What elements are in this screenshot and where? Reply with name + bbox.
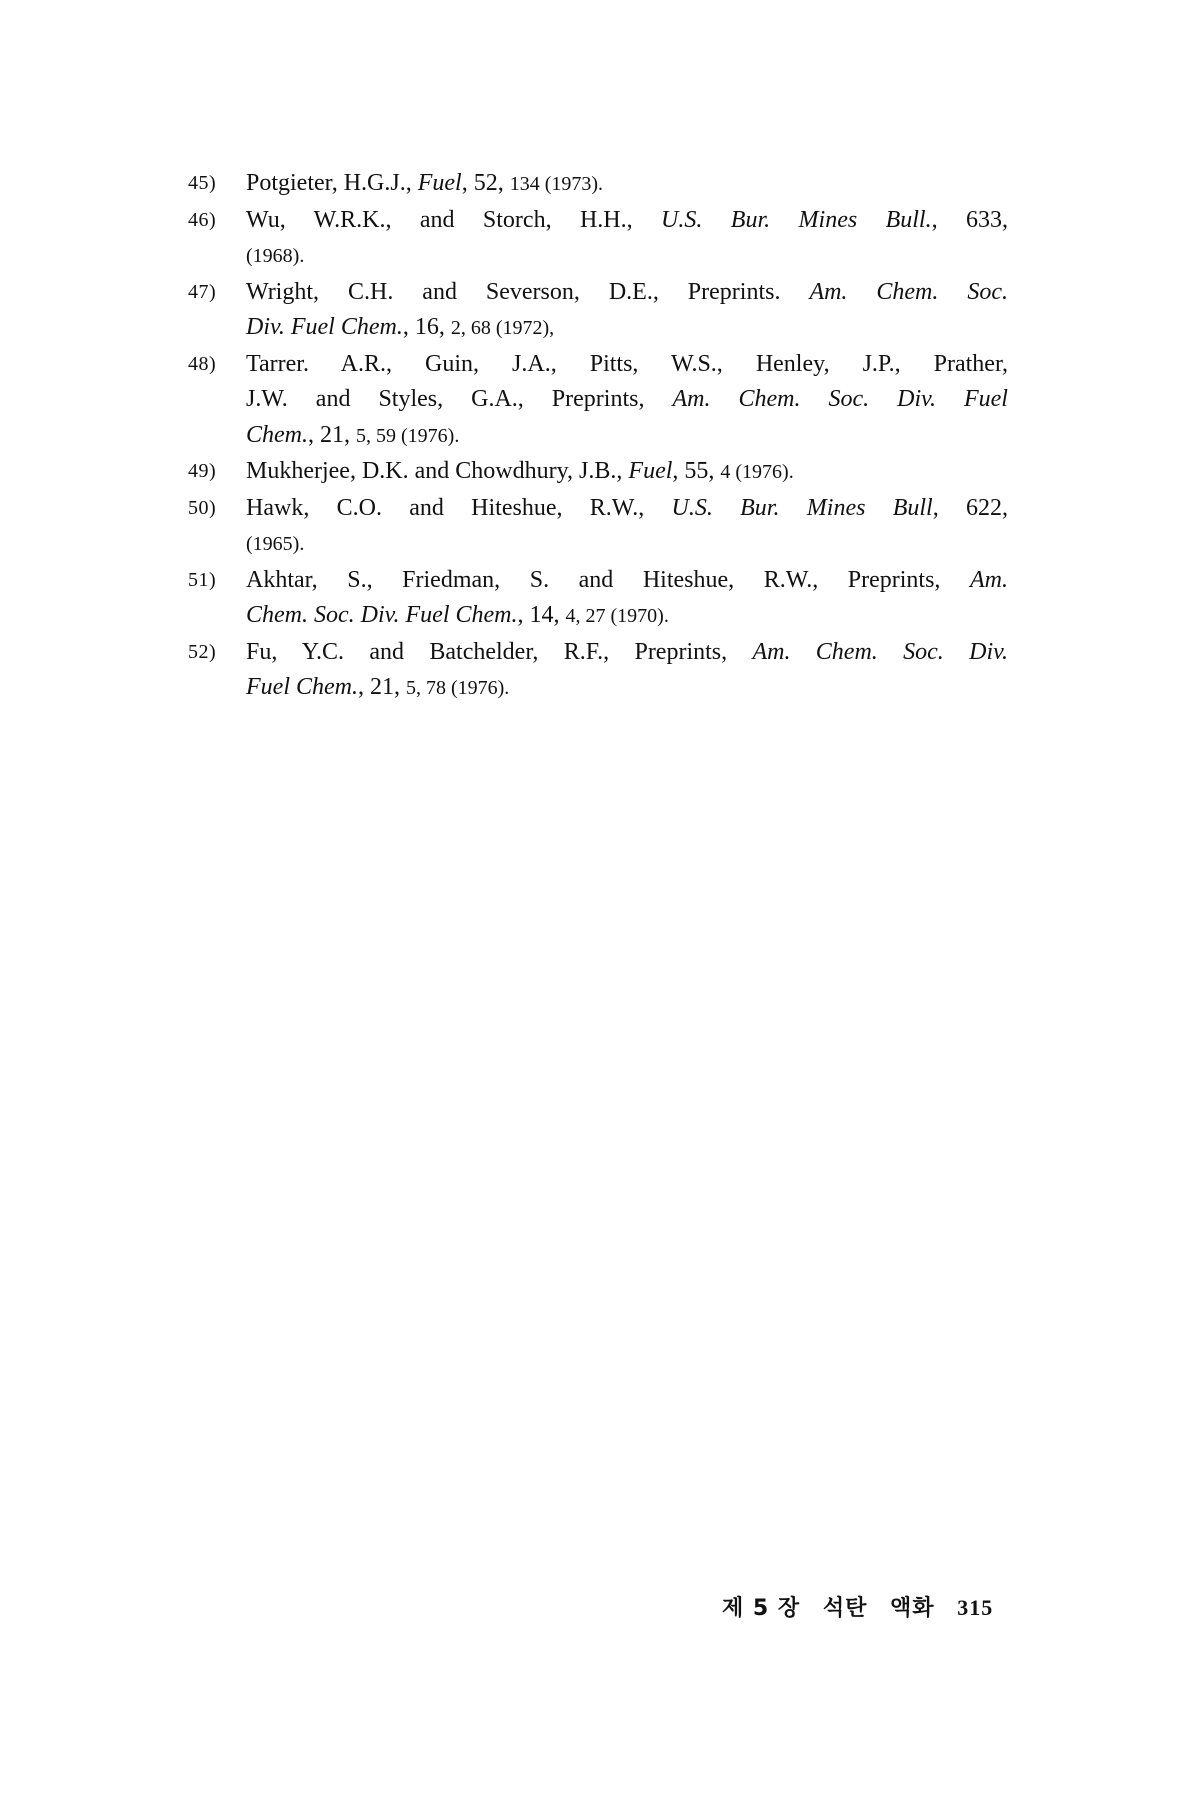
reference-text: , 633, (931, 206, 1008, 233)
reference-line (246, 454, 1008, 491)
reference-item (188, 563, 1008, 635)
reference-number: 52) (188, 640, 217, 663)
reference-text: Hawk, C.O. and Hiteshue, R.W., (246, 494, 672, 521)
reference-item (188, 635, 1008, 707)
reference-item (188, 166, 1008, 203)
reference-text: 4, 27 (1970). (565, 605, 669, 627)
reference-italic-text: Fuel (628, 458, 673, 484)
reference-text: Mukherjee, D.K. and Chowdhury, J.B., (246, 458, 629, 484)
reference-number: 49) (188, 460, 217, 482)
reference-number: 47) (188, 280, 217, 303)
reference-text: Wright, C.H. and Severson, D.E., Preprints. (246, 278, 810, 305)
reference-number: 51) (188, 568, 217, 591)
reference-text: J.W. and Styles, G.A., Preprints, (246, 386, 673, 412)
reference-line (246, 166, 1008, 203)
reference-number: 50) (188, 496, 217, 519)
page-number: 315 (957, 1595, 994, 1620)
reference-item (188, 203, 1008, 275)
reference-text: (1965). (246, 533, 305, 555)
reference-italic-text: Div. Fuel Chem. (246, 314, 403, 340)
chapter-title-word-1: 석탄 (822, 1596, 868, 1621)
reference-item (188, 347, 1008, 455)
reference-line (246, 491, 1008, 527)
reference-italic-text: U.S. Bur. Mines Bull. (661, 206, 932, 233)
reference-italic-text: Am. Chem. Soc. Div. (752, 638, 1008, 665)
reference-line (246, 310, 1008, 347)
reference-text: , 21, (308, 421, 356, 448)
reference-text: Tarrer. A.R., Guin, J.A., Pitts, W.S., Henley, J.P., Prather, (246, 350, 1008, 377)
reference-item (188, 491, 1008, 563)
reference-line (246, 418, 1008, 455)
reference-text: 134 (1973). (509, 173, 604, 195)
reference-line (246, 347, 1008, 383)
reference-item (188, 275, 1008, 347)
reference-text: , 55, (672, 458, 721, 484)
reference-line (246, 275, 1008, 311)
reference-line (246, 526, 1008, 563)
reference-number: 45) (188, 172, 217, 194)
reference-text: 2, 68 (1972), (450, 317, 555, 339)
reference-text: Fu, Y.C. and Batchelder, R.F., Preprints, (246, 638, 753, 665)
reference-number: 46) (188, 208, 217, 231)
reference-line (246, 238, 1008, 275)
reference-line (246, 670, 1008, 707)
reference-italic-text: Am. (970, 566, 1008, 593)
reference-line (246, 635, 1008, 671)
reference-text: (1968). (246, 245, 305, 267)
chapter-title-word-2: 액화 (890, 1596, 935, 1621)
reference-line (246, 382, 1008, 418)
reference-text: 5, 59 (1976). (356, 424, 460, 447)
reference-italic-text: Am. Chem. Soc. (809, 278, 1008, 305)
chapter-label: 제 5 장 (722, 1596, 801, 1621)
reference-line (246, 563, 1008, 599)
reference-italic-text: Fuel Chem. (246, 674, 358, 700)
reference-italic-text: U.S. Bur. Mines Bull (671, 494, 933, 521)
reference-italic-text: Am. Chem. Soc. Div. Fuel (672, 386, 1008, 412)
reference-number: 48) (188, 352, 217, 375)
reference-text: Potgieter, H.G.J., (246, 170, 418, 196)
reference-list (188, 166, 1008, 707)
reference-text: Wu, W.R.K., and Storch, H.H., (246, 206, 662, 233)
reference-italic-text: Chem. Soc. Div. Fuel Chem. (246, 602, 518, 628)
reference-line (246, 203, 1008, 239)
reference-text: , 16, (402, 314, 451, 340)
reference-text: , 622, (932, 494, 1009, 521)
reference-text: 4 (1976). (720, 461, 794, 483)
reference-text: , 14, (517, 602, 566, 628)
reference-italic-text: Fuel (417, 170, 462, 196)
reference-italic-text: Chem. (246, 421, 308, 448)
reference-text: , 21, (357, 674, 406, 700)
reference-text: , 52, (461, 170, 510, 196)
reference-line (246, 598, 1008, 635)
page-footer (722, 1591, 1012, 1622)
reference-text: Akhtar, S., Friedman, S. and Hiteshue, R.W., Preprints, (246, 566, 970, 593)
reference-text: 5, 78 (1976). (405, 677, 510, 699)
reference-item (188, 454, 1008, 491)
